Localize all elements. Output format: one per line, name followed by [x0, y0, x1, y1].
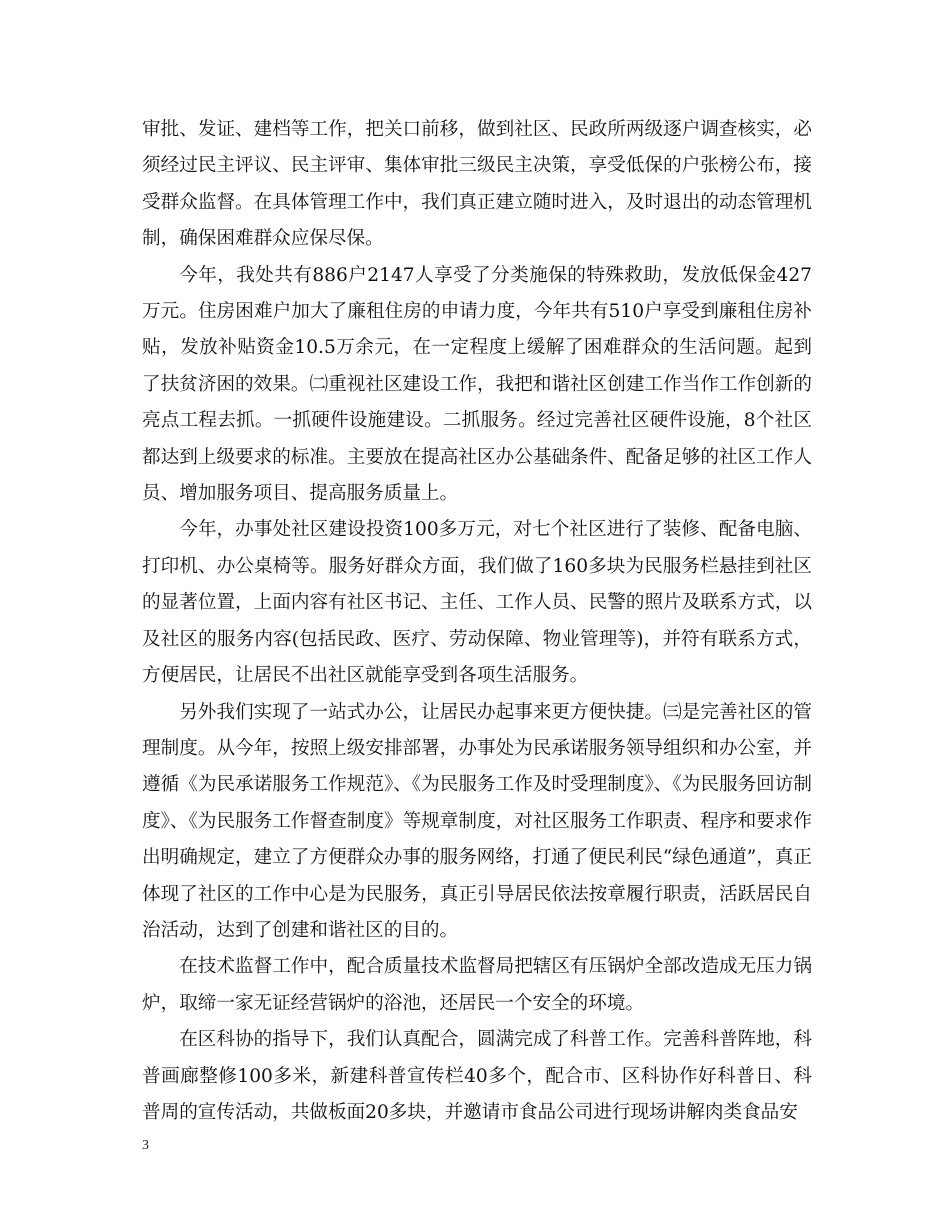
- paragraph-3: 今年，办事处社区建设投资100多万元，对七个社区进行了装修、配备电脑、打印机、办公桌椅等。服务好群众方面，我们做了160多块为民服务栏悬挂到社区的显著位置，上面内容有社区书记、主任、工作人员、民警的照片及联系方式，以及社区的服务内容(包括民政、医疗、劳动保障、物业管理等)，并符有联系方式，方便居民，让居民不出社区就能享受到各项生活服务。: [142, 519, 812, 687]
- document-body: [142, 112, 812, 1131]
- paragraph-5: 在技术监督工作中，配合质量技术监督局把辖区有压锅炉全部改造成无压力锅炉，取缔一家无证经营锅炉的浴池，还居民一个安全的环境。: [142, 956, 812, 1014]
- paragraph-4: 另外我们实现了一站式办公，让居民办起事来更方便快捷。㈢是完善社区的管理制度。从今年，按照上级安排部署，办事处为民承诺服务领导组织和办公室，并遵循《为民承诺服务工作规范》、《为民服务工作及时受理制度》、《为民服务回访制度》、《为民服务工作督查制度》等规章制度，对社区服务工作职责、程序和要求作出明确规定，建立了方便群众办事的服务网络，打通了便民利民“绿色通道”，真正体现了社区的工作中心是为民服务，真正引导居民依法按章履行职责，活跃居民自治活动，达到了创建和谐社区的目的。: [142, 701, 812, 941]
- page-number: 3: [142, 1138, 149, 1153]
- paragraph-2: 今年，我处共有886户2147人享受了分类施保的特殊救助，发放低保金427万元。住房困难户加大了廉租住房的申请力度，今年共有510户享受到廉租住房补贴，发放补贴资金10.5万余元，在一定程度上缓解了困难群众的生活问题。起到了扶贫济困的效果。㈡重视社区建设工作，我把和谐社区创建工作当作工作创新的亮点工程去抓。一抓硬件设施建设。二抓服务。经过完善社区硬件设施，8个社区都达到上级要求的标准。主要放在提高社区办公基础条件、配备足够的社区工作人员、增加服务项目、提高服务质量上。: [142, 264, 812, 505]
- paragraph-1: 审批、发证、建档等工作，把关口前移，做到社区、民政所两级逐户调查核实，必须经过民主评议、民主评审、集体审批三级民主决策，享受低保的户张榜公布，接受群众监督。在具体管理工作中，我们真正建立随时进入，及时退出的动态管理机制，确保困难群众应保尽保。: [142, 119, 812, 250]
- paragraph-6: 在区科协的指导下，我们认真配合，圆满完成了科普工作。完善科普阵地，科普画廊整修100多米，新建科普宣传栏40多个，配合市、区科协作好科普日、科普周的宣传活动，共做板面20多块，并邀请市食品公司进行现场讲解肉类食品安: [142, 1029, 812, 1123]
